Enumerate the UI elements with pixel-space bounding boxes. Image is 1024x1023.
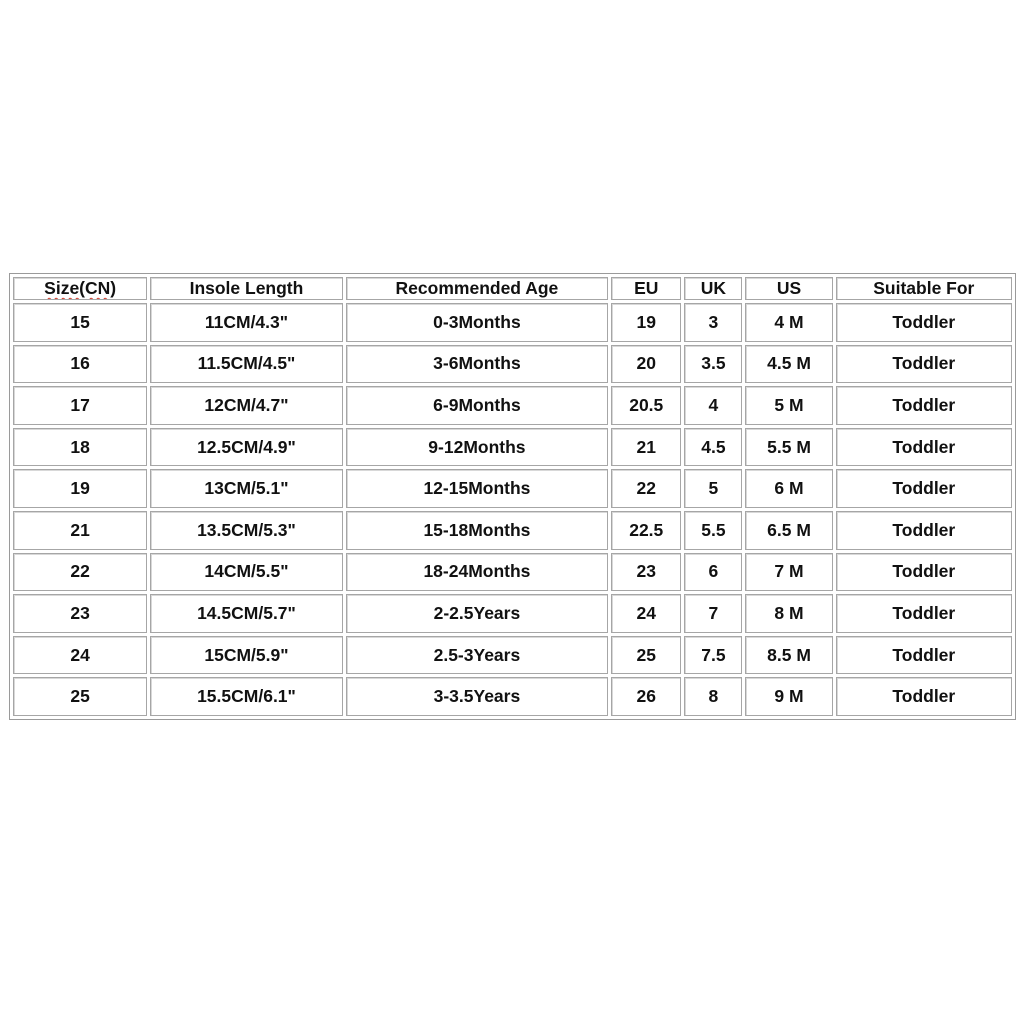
cell-us: 5 M — [745, 386, 832, 425]
header-eu: EU — [611, 277, 681, 300]
cell-us: 5.5 M — [745, 428, 832, 467]
header-suitable-for: Suitable For — [836, 277, 1012, 300]
cell-uk: 7 — [684, 594, 742, 633]
cell-insole-length: 12CM/4.7" — [150, 386, 342, 425]
cell-size-cn: 21 — [13, 511, 147, 550]
header-insole-length: Insole Length — [150, 277, 342, 300]
cell-suitable-for: Toddler — [836, 677, 1012, 716]
cell-recommended-age: 3-3.5Years — [346, 677, 609, 716]
cell-suitable-for: Toddler — [836, 553, 1012, 592]
cell-insole-length: 11.5CM/4.5" — [150, 345, 342, 384]
cell-recommended-age: 6-9Months — [346, 386, 609, 425]
table-row — [13, 469, 1012, 508]
table-row — [13, 386, 1012, 425]
cell-eu: 20 — [611, 345, 681, 384]
cell-insole-length: 15.5CM/6.1" — [150, 677, 342, 716]
cell-eu: 22 — [611, 469, 681, 508]
cell-suitable-for: Toddler — [836, 636, 1012, 675]
cell-insole-length: 11CM/4.3" — [150, 303, 342, 342]
cell-us: 6.5 M — [745, 511, 832, 550]
cell-us: 6 M — [745, 469, 832, 508]
table-row — [13, 303, 1012, 342]
cell-eu: 19 — [611, 303, 681, 342]
cell-insole-length: 14.5CM/5.7" — [150, 594, 342, 633]
cell-uk: 7.5 — [684, 636, 742, 675]
cell-uk: 4 — [684, 386, 742, 425]
table-row — [13, 511, 1012, 550]
header-row — [13, 277, 1012, 300]
cell-insole-length: 13CM/5.1" — [150, 469, 342, 508]
cell-insole-length: 13.5CM/5.3" — [150, 511, 342, 550]
cell-uk: 6 — [684, 553, 742, 592]
cell-eu: 22.5 — [611, 511, 681, 550]
table-row — [13, 677, 1012, 716]
cell-eu: 23 — [611, 553, 681, 592]
header-size-cn-label: Size(CN) — [44, 278, 117, 298]
cell-uk: 3.5 — [684, 345, 742, 384]
cell-suitable-for: Toddler — [836, 594, 1012, 633]
table-row — [13, 594, 1012, 633]
cell-us: 9 M — [745, 677, 832, 716]
cell-eu: 25 — [611, 636, 681, 675]
cell-recommended-age: 9-12Months — [346, 428, 609, 467]
header-recommended-age: Recommended Age — [346, 277, 609, 300]
table-row — [13, 345, 1012, 384]
cell-recommended-age: 12-15Months — [346, 469, 609, 508]
header-us: US — [745, 277, 832, 300]
cell-insole-length: 15CM/5.9" — [150, 636, 342, 675]
cell-insole-length: 12.5CM/4.9" — [150, 428, 342, 467]
cell-eu: 20.5 — [611, 386, 681, 425]
cell-recommended-age: 2-2.5Years — [346, 594, 609, 633]
header-size-cn — [13, 277, 147, 300]
cell-uk: 3 — [684, 303, 742, 342]
cell-uk: 4.5 — [684, 428, 742, 467]
cell-uk: 5.5 — [684, 511, 742, 550]
table-row — [13, 428, 1012, 467]
cell-recommended-age: 3-6Months — [346, 345, 609, 384]
cell-us: 4 M — [745, 303, 832, 342]
cell-suitable-for: Toddler — [836, 469, 1012, 508]
table-row — [13, 636, 1012, 675]
cell-size-cn: 23 — [13, 594, 147, 633]
cell-us: 4.5 M — [745, 345, 832, 384]
cell-size-cn: 24 — [13, 636, 147, 675]
cell-suitable-for: Toddler — [836, 386, 1012, 425]
cell-size-cn: 25 — [13, 677, 147, 716]
cell-recommended-age: 15-18Months — [346, 511, 609, 550]
cell-eu: 21 — [611, 428, 681, 467]
cell-size-cn: 19 — [13, 469, 147, 508]
cell-suitable-for: Toddler — [836, 511, 1012, 550]
cell-recommended-age: 0-3Months — [346, 303, 609, 342]
cell-uk: 8 — [684, 677, 742, 716]
cell-us: 8 M — [745, 594, 832, 633]
cell-suitable-for: Toddler — [836, 345, 1012, 384]
cell-suitable-for: Toddler — [836, 303, 1012, 342]
cell-us: 8.5 M — [745, 636, 832, 675]
cell-eu: 24 — [611, 594, 681, 633]
header-uk: UK — [684, 277, 742, 300]
cell-eu: 26 — [611, 677, 681, 716]
cell-size-cn: 22 — [13, 553, 147, 592]
size-chart-table — [10, 274, 1015, 719]
cell-insole-length: 14CM/5.5" — [150, 553, 342, 592]
cell-size-cn: 16 — [13, 345, 147, 384]
table-row — [13, 553, 1012, 592]
size-chart-frame — [9, 273, 1016, 720]
cell-size-cn: 15 — [13, 303, 147, 342]
cell-size-cn: 18 — [13, 428, 147, 467]
cell-uk: 5 — [684, 469, 742, 508]
cell-recommended-age: 2.5-3Years — [346, 636, 609, 675]
cell-suitable-for: Toddler — [836, 428, 1012, 467]
cell-recommended-age: 18-24Months — [346, 553, 609, 592]
cell-size-cn: 17 — [13, 386, 147, 425]
cell-us: 7 M — [745, 553, 832, 592]
